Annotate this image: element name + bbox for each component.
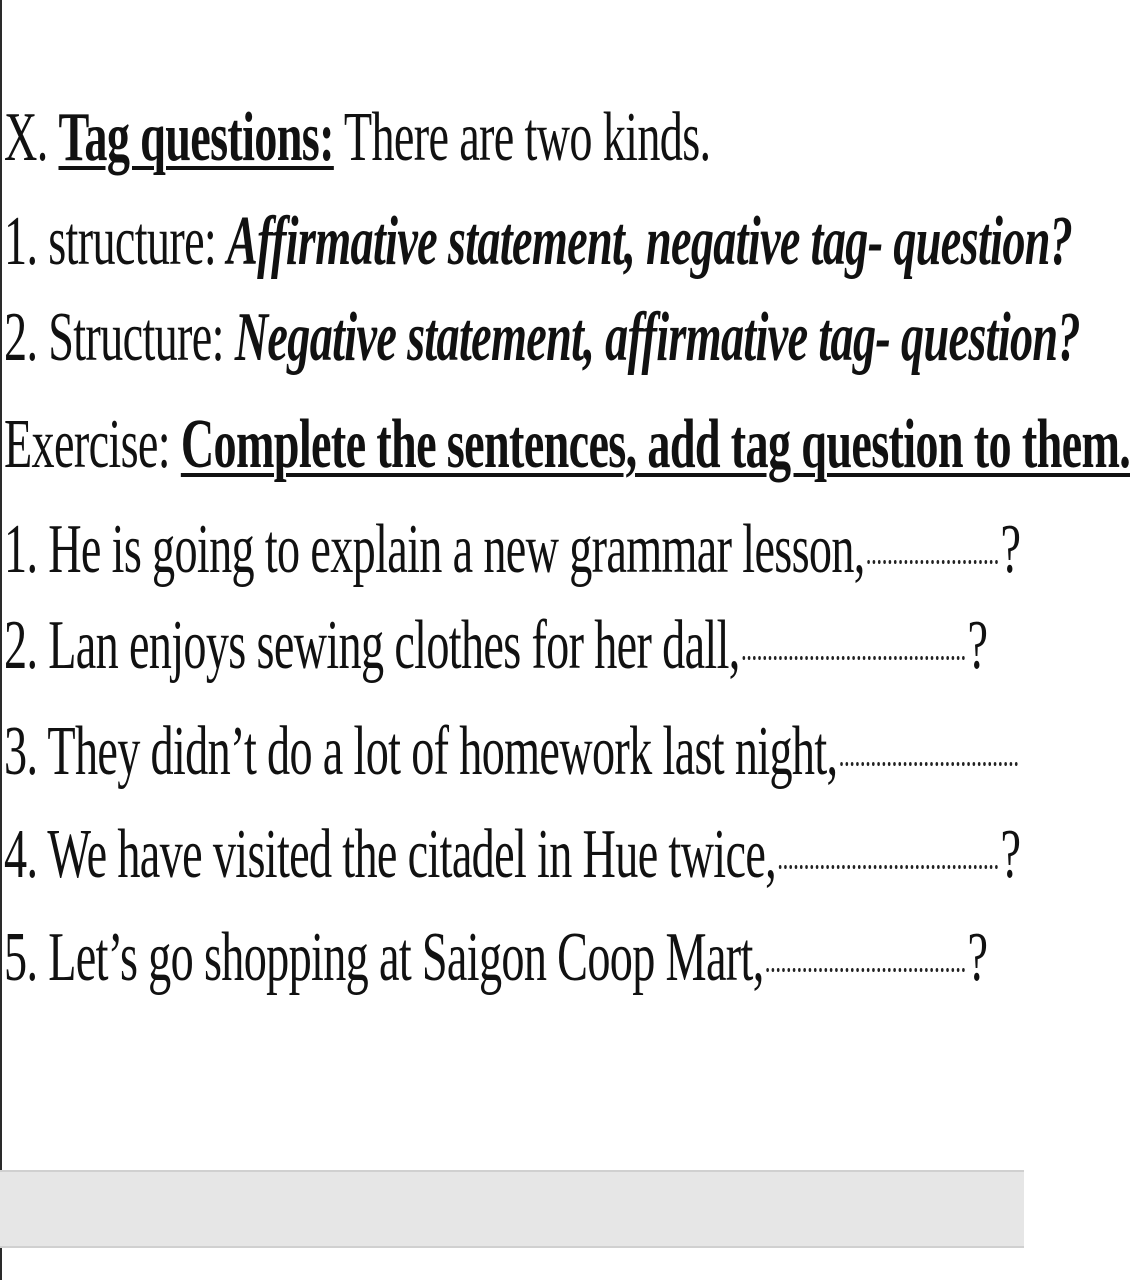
section-title: Tag questions: <box>58 99 334 176</box>
structure-2-label: 2. Structure: <box>4 299 224 376</box>
exercise-item <box>4 606 987 706</box>
exercise-item <box>4 712 1020 812</box>
structure-2-text: Negative statement, affirmative tag- question? <box>234 299 1080 376</box>
answer-blank[interactable] <box>766 968 965 972</box>
exercise-item-text: 5. Let’s go shopping at Saigon Coop Mart, <box>4 919 764 996</box>
exercise-item-text: 4. We have visited the citadel in Hue twice, <box>4 816 777 893</box>
question-mark: ? <box>1000 511 1021 588</box>
exercise-item <box>4 510 1020 610</box>
section-heading <box>4 98 711 198</box>
exercise-label: Exercise: <box>4 406 170 483</box>
exercise-item-text: 1. He is going to explain a new grammar lesson, <box>4 511 865 588</box>
exercise-heading <box>4 405 1130 505</box>
answer-blank[interactable] <box>840 762 1018 766</box>
exercise-item <box>4 815 1020 915</box>
exercise-item <box>4 918 987 1018</box>
answer-blank[interactable] <box>867 560 998 564</box>
structure-2 <box>4 298 1080 398</box>
left-border <box>0 0 2 1280</box>
answer-blank[interactable] <box>742 656 965 660</box>
question-mark: ? <box>967 607 988 684</box>
section-number: X. <box>4 99 48 176</box>
exercise-item-text: 2. Lan enjoys sewing clothes for her dall, <box>4 607 740 684</box>
structure-1-text: Affirmative statement, negative tag- question? <box>226 203 1073 280</box>
answer-blank[interactable] <box>779 865 998 869</box>
question-mark: ? <box>1000 816 1021 893</box>
page-divider-band <box>0 1170 1024 1248</box>
structure-1-label: 1. structure: <box>4 203 217 280</box>
question-mark: ? <box>967 919 988 996</box>
section-subtitle: There are two kinds. <box>333 99 711 176</box>
structure-1 <box>4 202 1073 302</box>
exercise-instruction: Complete the sentences, add tag question to them. <box>180 406 1130 483</box>
exercise-item-text: 3. They didn’t do a lot of homework last night, <box>4 713 838 790</box>
